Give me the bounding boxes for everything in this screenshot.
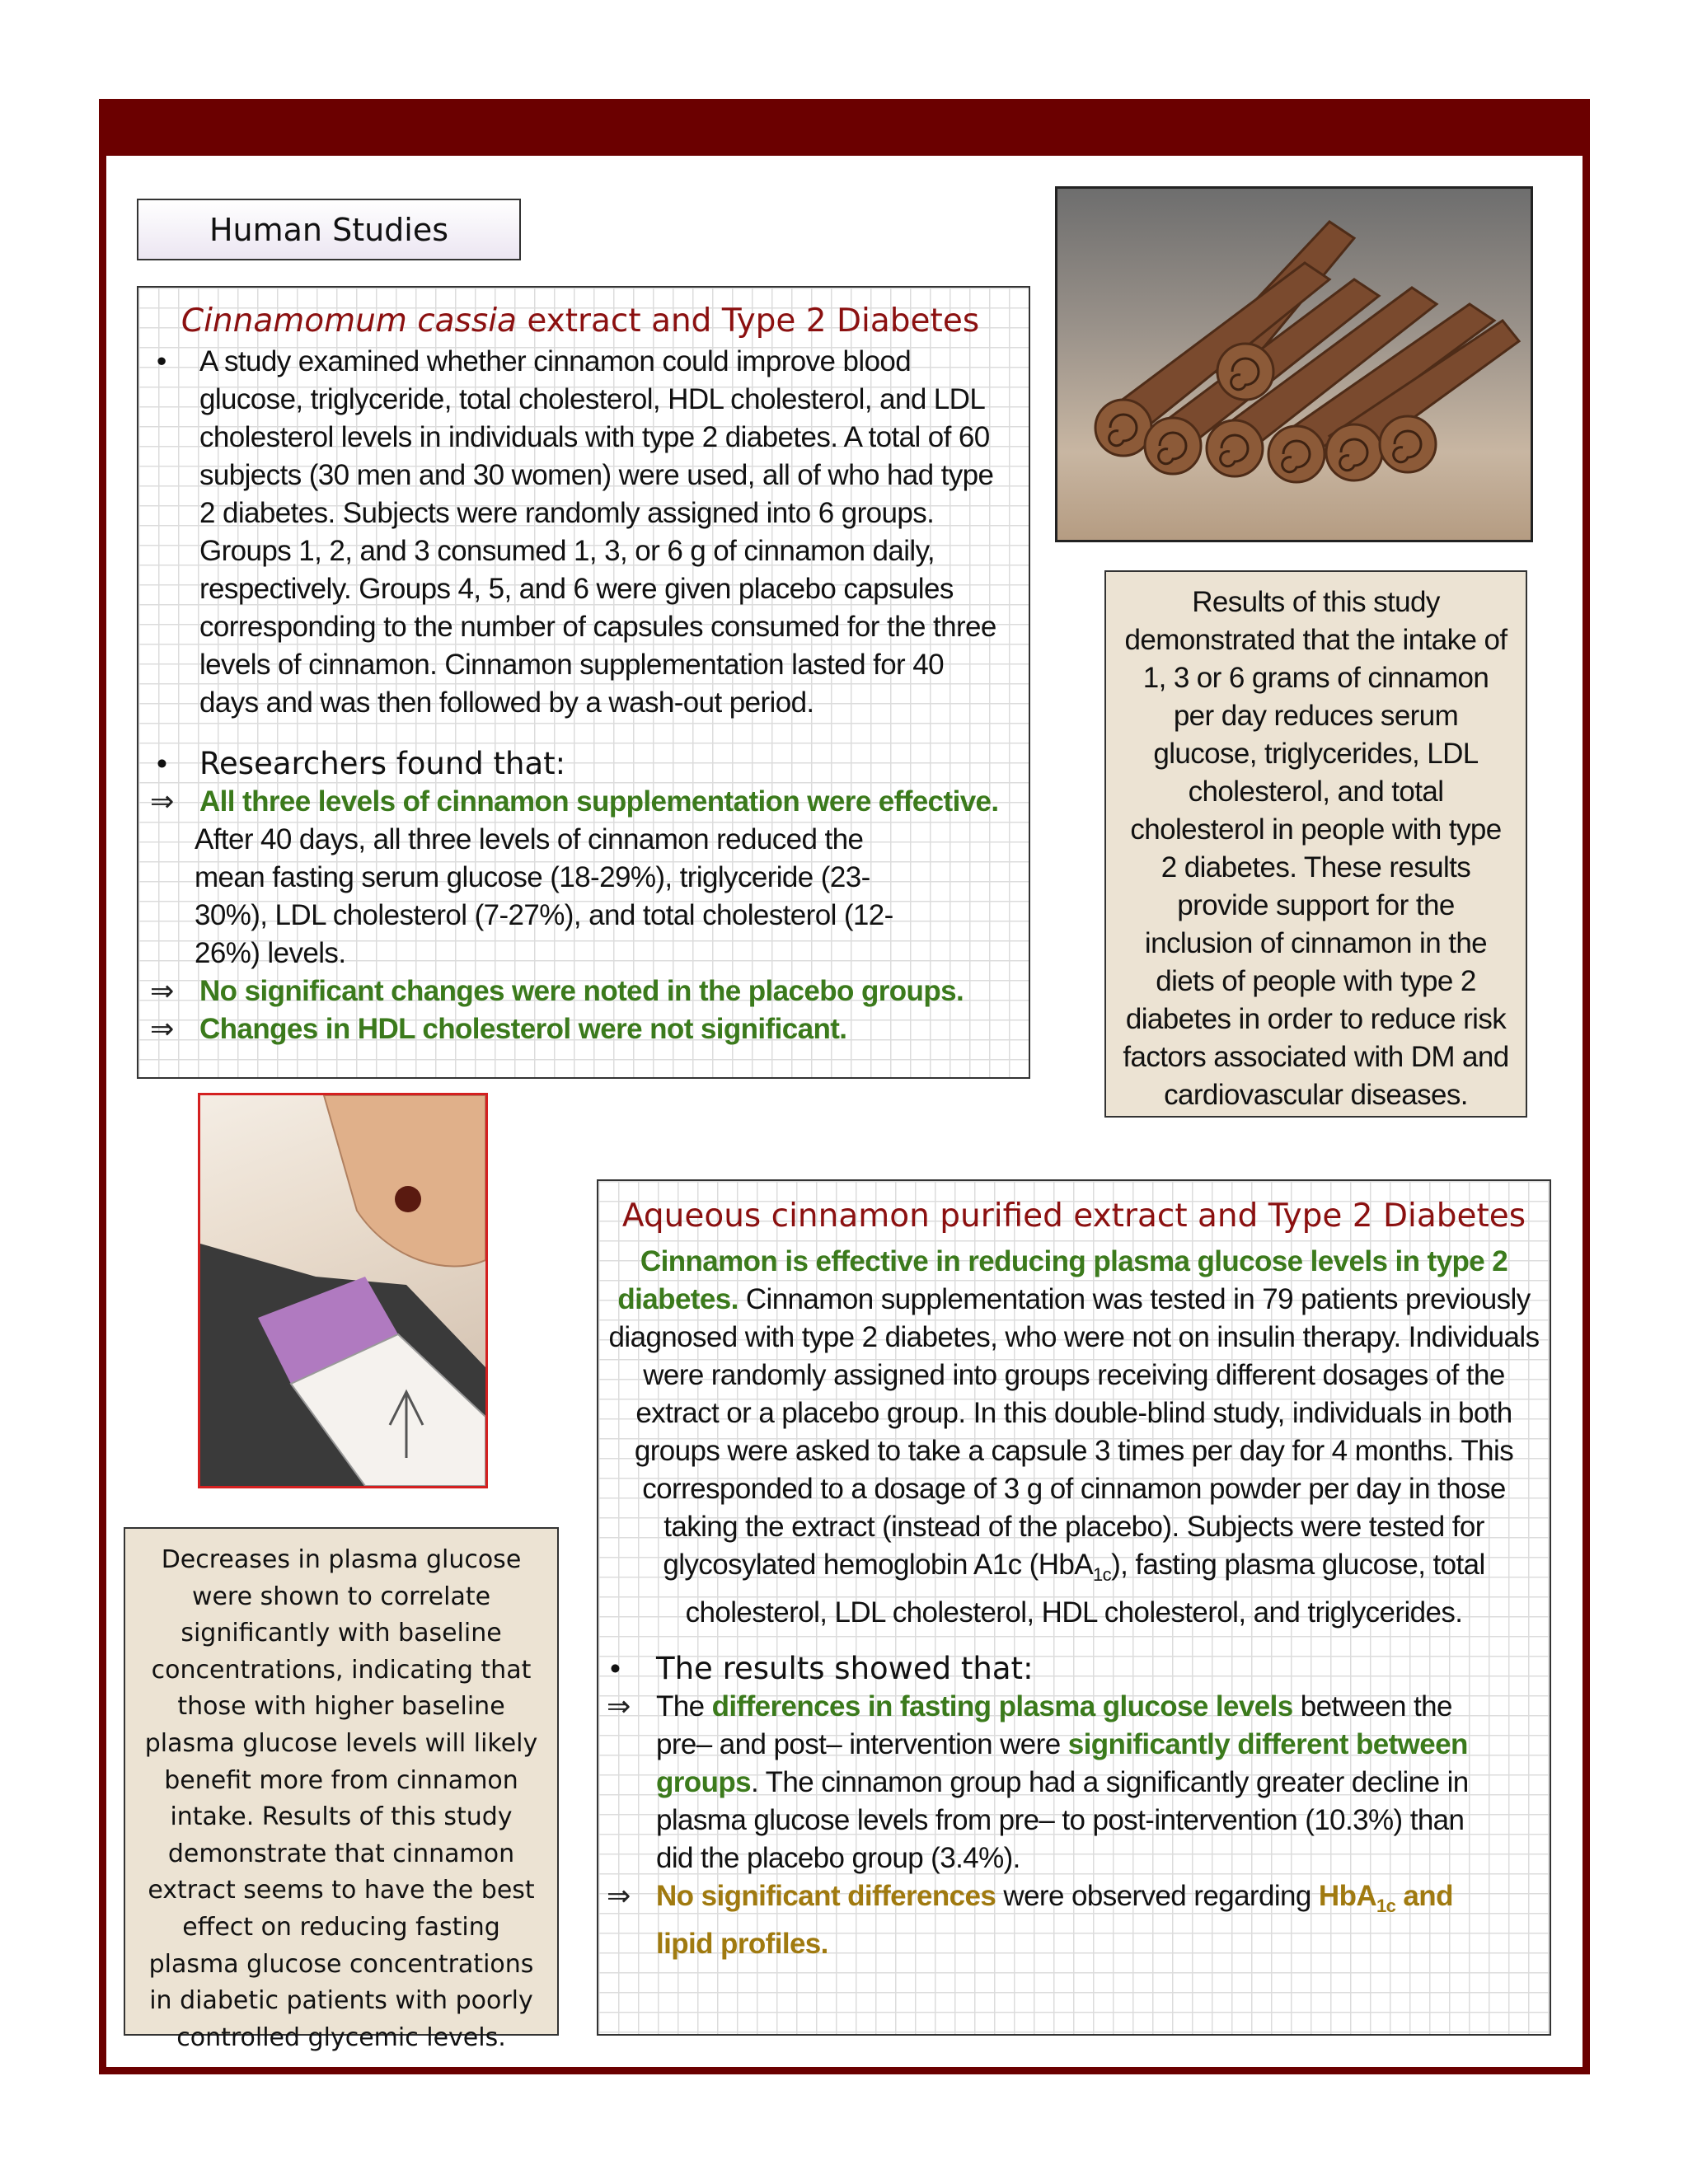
study1-heading-rest: extract and Type 2 Diabetes <box>516 302 980 340</box>
study2-para-a: Cinnamon supplementation was tested in 79 patients previously diagnosed with type 2 diabetes, who were not on insulin therapy. Individuals were randomly assigned into groups receiving different dosages of the extract or a placebo group. In this double-blind study, individuals in both groups were asked to take a capsule 3 times per day for 4 months. This corresponded to a dosage of 3 g of cinnamon powder per day in those taking the extract (instead of the placebo). Subjects were tested for glycosylated hemoglobin A1c (HbA <box>608 1283 1540 1581</box>
r2-sub: 1c <box>1376 1896 1396 1916</box>
study1-bullet-methods <box>150 343 1010 722</box>
study2-result-1 <box>607 1688 1541 1877</box>
r2-gold-1: No significant differences <box>656 1880 996 1912</box>
study2-sub-1c: 1c <box>1093 1564 1112 1585</box>
study1-methods-text: A study examined whether cinnamon could improve blood glucose, triglyceride, total cholesterol, HDL cholesterol, and LDL cholesterol levels in individuals with type 2 diabetes. A total of 60 subjects (30 men and 30 women) were used, all of who had type 2 diabetes. Subjects were randomly assigned into 6 groups. Groups 1, 2, and 3 consumed 1, 3, or 6 g of cinnamon daily, respectively. Groups 4, 5, and 6 were given placebo capsules corresponding to the number of capsules consumed for the three levels of cinnamon. Cinnamon supplementation lasted for 40 days and was then followed by a wash-out period. <box>199 345 996 719</box>
bullet-dot-icon: • <box>610 1652 621 1685</box>
arrow-right-icon: ⇒ <box>150 1013 174 1045</box>
arrow-right-icon: ⇒ <box>607 1690 631 1722</box>
decreases-sidebar-text: Decreases in plasma glucose were shown to correlate significantly with baseline concentrations, indicating that those with higher baseline plasma glucose levels will likely benefit more from cinnamon intake. Results of this study demonstrate that cinnamon extract seems to have the best effect on reducing fasting plasma glucose concentrations in diabetic patients with poorly controlled glycemic levels. <box>144 1545 538 2052</box>
results-sidebar <box>1104 570 1527 1118</box>
study1-finding-2-text: No significant changes were noted in the placebo groups. <box>199 975 964 1007</box>
study1-heading <box>150 302 1010 340</box>
study2-result-1-text <box>656 1688 1541 1877</box>
r1-green-2: significantly different between groups <box>656 1728 1468 1798</box>
r1-green-1: differences in fasting plasma glucose levels <box>711 1690 1293 1722</box>
study2-lead: Cinnamon is effective in reducing plasma glucose levels in type 2 diabetes. <box>617 1245 1508 1315</box>
study1-finding-3 <box>150 1010 1010 1048</box>
cinnamon-sticks-illustration <box>1057 189 1531 540</box>
r1-a: The <box>656 1690 712 1722</box>
study1-box <box>137 286 1030 1079</box>
study2-box <box>597 1179 1551 2036</box>
r2-a: were observed regarding <box>996 1880 1319 1912</box>
glucose-test-illustration <box>200 1095 485 1486</box>
study1-finding-1-detail: After 40 days, all three levels of cinnamon reduced the mean fasting serum glucose (18-29%), triglyceride (23-30%), LDL cholesterol (7-27%), and total cholesterol (12-26%) levels. <box>195 823 893 969</box>
study2-result-2 <box>607 1877 1541 1963</box>
study2-results-label: The results showed that: <box>656 1651 1034 1686</box>
r1-b: between the pre– and post– intervention were <box>656 1690 1452 1760</box>
r1-c: . The cinnamon group had a significantly greater decline in plasma glucose levels from pre– to post-intervention (10.3%) than did the placebo group (3.4%). <box>656 1766 1469 1874</box>
bullet-dot-icon: • <box>157 345 166 377</box>
arrow-right-icon: ⇒ <box>607 1880 631 1912</box>
r2-gold-2: HbA <box>1318 1880 1377 1912</box>
section-tag: Human Studies <box>137 199 521 260</box>
study2-heading: Aqueous cinnamon purified extract and Type 2 Diabetes <box>621 1197 1526 1235</box>
study1-bullet-findings <box>150 745 1010 783</box>
results-sidebar-text: Results of this study demonstrated that the intake of 1, 3 or 6 grams of cinnamon per day reduces serum glucose, triglycerides, LDL cholesterol, and total cholesterol in people with type 2 diabetes. These results provide support for the inclusion of cinnamon in the diets of people with type 2 diabetes in order to reduce risk factors associated with DM and cardiovascular diseases. <box>1123 586 1509 1111</box>
study1-finding-3-text: Changes in HDL cholesterol were not significant. <box>199 1013 847 1045</box>
study2-paragraph <box>607 1243 1541 1632</box>
arrow-right-icon: ⇒ <box>150 975 174 1007</box>
study2-result-2-text <box>656 1877 1541 1963</box>
decreases-sidebar <box>124 1527 559 2052</box>
arrow-right-icon: ⇒ <box>150 785 174 818</box>
study1-finding-1 <box>150 783 1010 821</box>
study1-heading-species: Cinnamomum cassia <box>181 302 517 340</box>
study2-para-b: ), fasting plasma glucose, total cholesterol, LDL cholesterol, HDL cholesterol, and triglycerides. <box>685 1549 1485 1629</box>
r2-gold-3: and lipid profiles. <box>656 1880 1453 1960</box>
study1-findings-label: Researchers found that: <box>199 746 566 781</box>
study2-bullet-results <box>607 1650 1541 1688</box>
study1-finding-1-text: All three levels of cinnamon supplementation were effective. <box>199 785 999 818</box>
bullet-dot-icon: • <box>157 747 167 780</box>
cinnamon-sticks-photo <box>1055 186 1533 542</box>
glucose-meter-photo <box>198 1093 488 1488</box>
header-bar <box>99 99 1590 156</box>
study1-finding-2 <box>150 972 1010 1010</box>
